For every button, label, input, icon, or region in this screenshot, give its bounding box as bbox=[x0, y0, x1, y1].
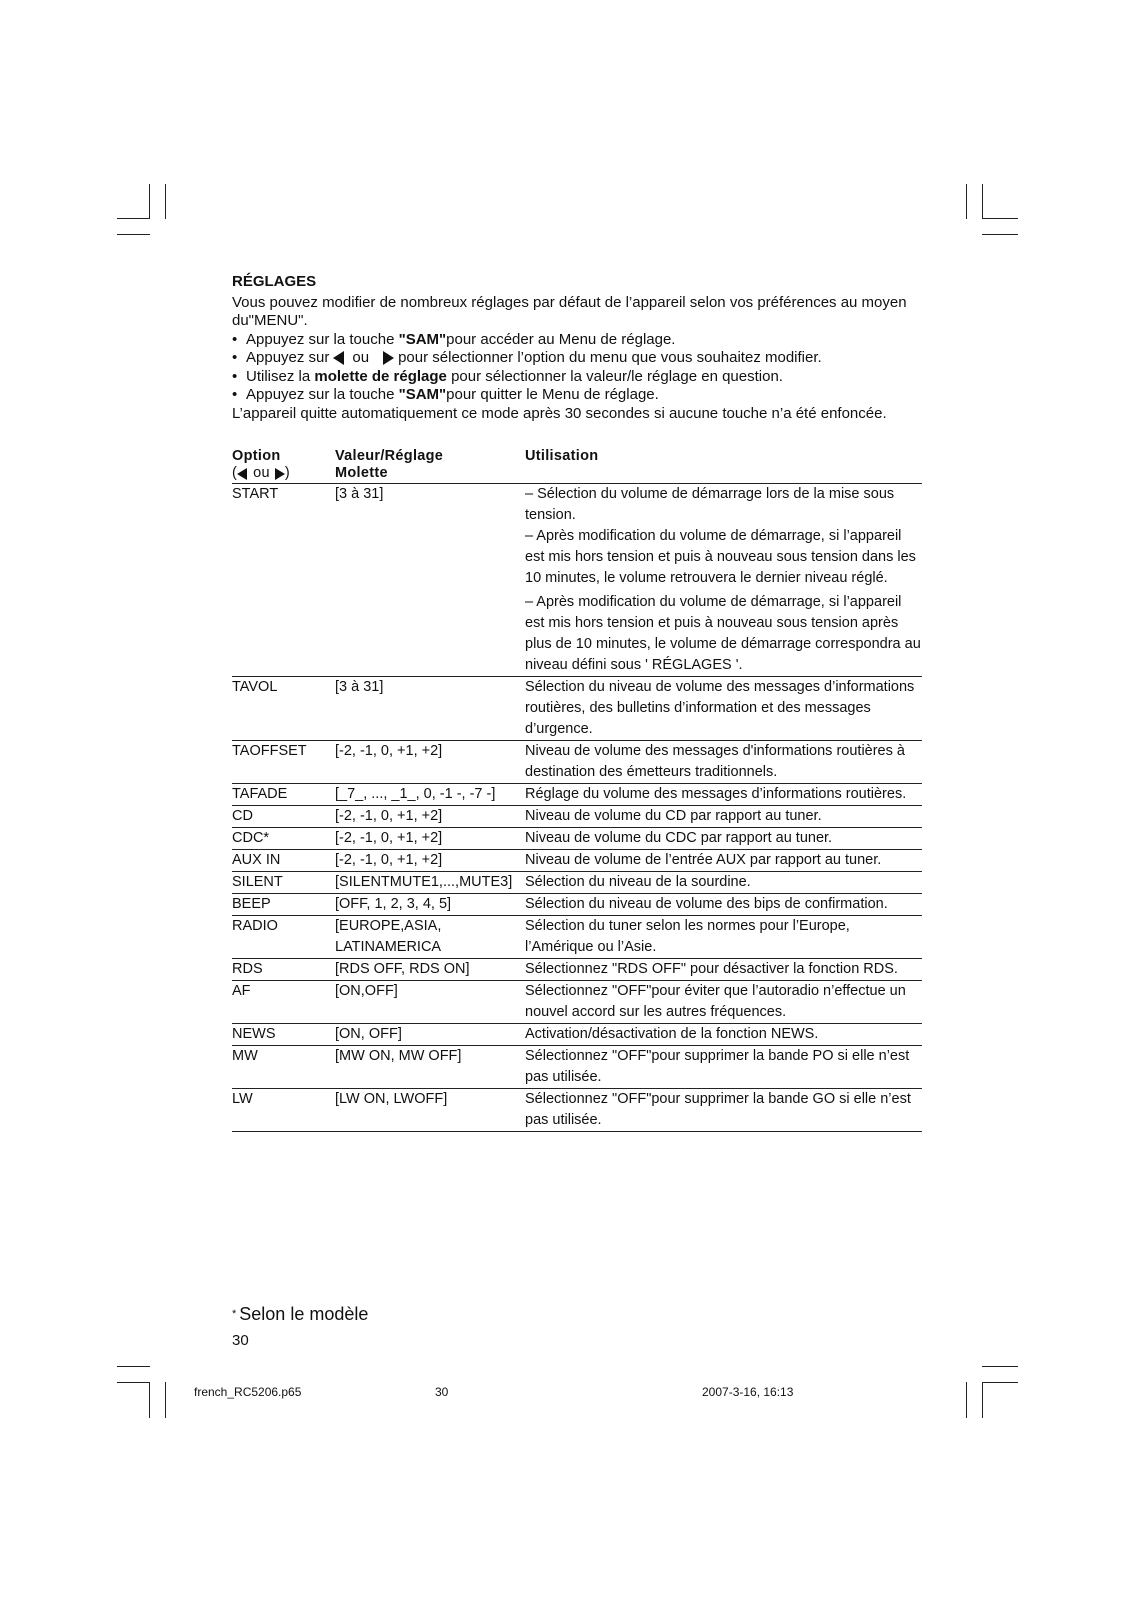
value-cell: [LW ON, LWOFF] bbox=[335, 1091, 448, 1107]
table-row bbox=[232, 916, 922, 959]
table-row bbox=[232, 806, 922, 828]
usage-cell: Niveau de volume de l’entrée AUX par rapport au tuner. bbox=[525, 852, 882, 868]
value-cell: [-2, -1, 0, +1, +2] bbox=[335, 743, 443, 759]
table-header: Option ( ou ) Valeur/Réglage Molette Utilisation bbox=[232, 448, 922, 484]
value-cell: [ON, OFF] bbox=[335, 1026, 402, 1042]
usage-cell: Sélectionnez "OFF"pour éviter que l’autoradio n’effectue un nouvel accord sur les autres fréquences. bbox=[525, 983, 906, 1020]
option-cell: CDC* bbox=[232, 830, 270, 846]
option-cell: RADIO bbox=[232, 918, 278, 934]
option-cell: NEWS bbox=[232, 1026, 276, 1042]
outro-text: L’appareil quitte automatiquement ce mode après 30 secondes si aucune touche n’a été enfoncée. bbox=[232, 404, 887, 422]
usage-cell: Niveau de volume du CD par rapport au tuner. bbox=[525, 808, 822, 824]
option-cell: TAOFFSET bbox=[232, 743, 307, 759]
usage-cell: Sélection du niveau de volume des bips de confirmation. bbox=[525, 896, 888, 912]
value-cell: [SILENTMUTE1,...,MUTE3] bbox=[335, 874, 513, 890]
usage-cell: Niveau de volume du CDC par rapport au tuner. bbox=[525, 830, 833, 846]
value-cell: [MW ON, MW OFF] bbox=[335, 1048, 462, 1064]
usage-cell: Sélectionnez "RDS OFF" pour désactiver la fonction RDS. bbox=[525, 961, 898, 977]
option-cell: START bbox=[232, 486, 279, 502]
header-option: Option bbox=[232, 448, 281, 464]
usage-cell: Activation/désactivation de la fonction NEWS. bbox=[525, 1026, 819, 1042]
value-cell: [-2, -1, 0, +1, +2] bbox=[335, 852, 443, 868]
table-row bbox=[232, 828, 922, 850]
usage-cell: Sélection du niveau de volume des messages d’informations routières, des bulletins d’information et des messages d’urgence. bbox=[525, 679, 915, 737]
table-row bbox=[232, 981, 922, 1024]
table-row bbox=[232, 677, 922, 741]
table-row bbox=[232, 959, 922, 981]
usage-cell: Sélectionnez "OFF"pour supprimer la bande PO si elle n’est pas utilisée. bbox=[525, 1048, 910, 1085]
usage-cell: Sélection du niveau de la sourdine. bbox=[525, 874, 751, 890]
value-cell: [-2, -1, 0, +1, +2] bbox=[335, 808, 443, 824]
table-row bbox=[232, 484, 922, 677]
footer-file: french_RC5206.p65 bbox=[194, 1385, 302, 1399]
settings-table bbox=[232, 448, 922, 1132]
table-row bbox=[232, 894, 922, 916]
table-row bbox=[232, 1046, 922, 1089]
intro-text: Vous pouvez modifier de nombreux réglages par défaut de l’appareil selon vos préférences au moyen du"MENU". bbox=[232, 293, 907, 329]
table-row bbox=[232, 741, 922, 784]
option-cell: LW bbox=[232, 1091, 253, 1107]
option-cell: AF bbox=[232, 983, 251, 999]
table-row bbox=[232, 1024, 922, 1046]
left-arrow-icon bbox=[333, 351, 344, 365]
value-cell: [_7_, ..., _1_, 0, -1 -, -7 -] bbox=[335, 786, 496, 802]
usage-cell: Réglage du volume des messages d’informations routières. bbox=[525, 786, 907, 802]
usage-cell: Niveau de volume des messages d'informations routières à destination des émetteurs traditionnels. bbox=[525, 743, 905, 780]
usage-cell: Sélectionnez "OFF"pour supprimer la bande GO si elle n’est pas utilisée. bbox=[525, 1091, 911, 1128]
usage-cell: – Sélection du volume de démarrage lors de la mise sous tension. – Après modification du volume de démarrage, si l’appareil est mis hors tension et puis à nouveau sous tension dans les 10 minutes, le volume retrouvera le dernier niveau réglé. – Après modification du volume de démarrage, si l’appareil est mis hors tension et puis à nouveau sous tension après plus de 10 minutes, le volume de démarrage correspondra au niveau défini sous ' RÉGLAGES '. bbox=[525, 486, 921, 673]
option-cell: TAFADE bbox=[232, 786, 288, 802]
option-cell: BEEP bbox=[232, 896, 271, 912]
table-row bbox=[232, 850, 922, 872]
settings-section bbox=[232, 273, 922, 423]
value-cell: [ON,OFF] bbox=[335, 983, 398, 999]
header-value: Valeur/Réglage bbox=[335, 448, 444, 464]
footnote: * Selon le modèle bbox=[232, 1304, 369, 1324]
section-title: RÉGLAGES bbox=[232, 273, 317, 290]
option-cell: RDS bbox=[232, 961, 263, 977]
right-arrow-icon bbox=[383, 351, 394, 365]
option-cell: SILENT bbox=[232, 874, 283, 890]
usage-cell: Sélection du tuner selon les normes pour l’Europe, l’Amérique ou l’Asie. bbox=[525, 918, 850, 955]
option-cell: MW bbox=[232, 1048, 258, 1064]
value-cell: [-2, -1, 0, +1, +2] bbox=[335, 830, 443, 846]
footer-date: 2007-3-16, 16:13 bbox=[702, 1385, 794, 1399]
option-cell: AUX IN bbox=[232, 852, 281, 868]
header-value-sub: Molette bbox=[335, 465, 388, 481]
header-usage: Utilisation bbox=[525, 448, 599, 464]
value-cell: [EUROPE,ASIA, LATINAMERICA bbox=[335, 918, 442, 955]
value-cell: [RDS OFF, RDS ON] bbox=[335, 961, 470, 977]
bullet-item: • Appuyez sur ou pour sélectionner l’option du menu que vous souhaitez modifier. bbox=[232, 349, 822, 366]
bullet-item: • Appuyez sur la touche "SAM"pour quitter le Menu de réglage. bbox=[232, 386, 659, 403]
bullet-item: • Utilisez la molette de réglage pour sélectionner la valeur/le réglage en question. bbox=[232, 367, 783, 385]
option-cell: CD bbox=[232, 808, 253, 824]
bullet-item: • Appuyez sur la touche "SAM"pour accéder au Menu de réglage. bbox=[232, 330, 676, 348]
left-arrow-icon bbox=[237, 468, 247, 480]
table-row bbox=[232, 1089, 922, 1132]
option-cell: TAVOL bbox=[232, 679, 278, 695]
right-arrow-icon bbox=[275, 468, 285, 480]
value-cell: [3 à 31] bbox=[335, 679, 384, 695]
footer-page: 30 bbox=[435, 1385, 449, 1399]
value-cell: [3 à 31] bbox=[335, 486, 384, 502]
value-cell: [OFF, 1, 2, 3, 4, 5] bbox=[335, 896, 452, 912]
table-row bbox=[232, 872, 922, 894]
table-row bbox=[232, 784, 922, 806]
page-number: 30 bbox=[232, 1332, 249, 1349]
